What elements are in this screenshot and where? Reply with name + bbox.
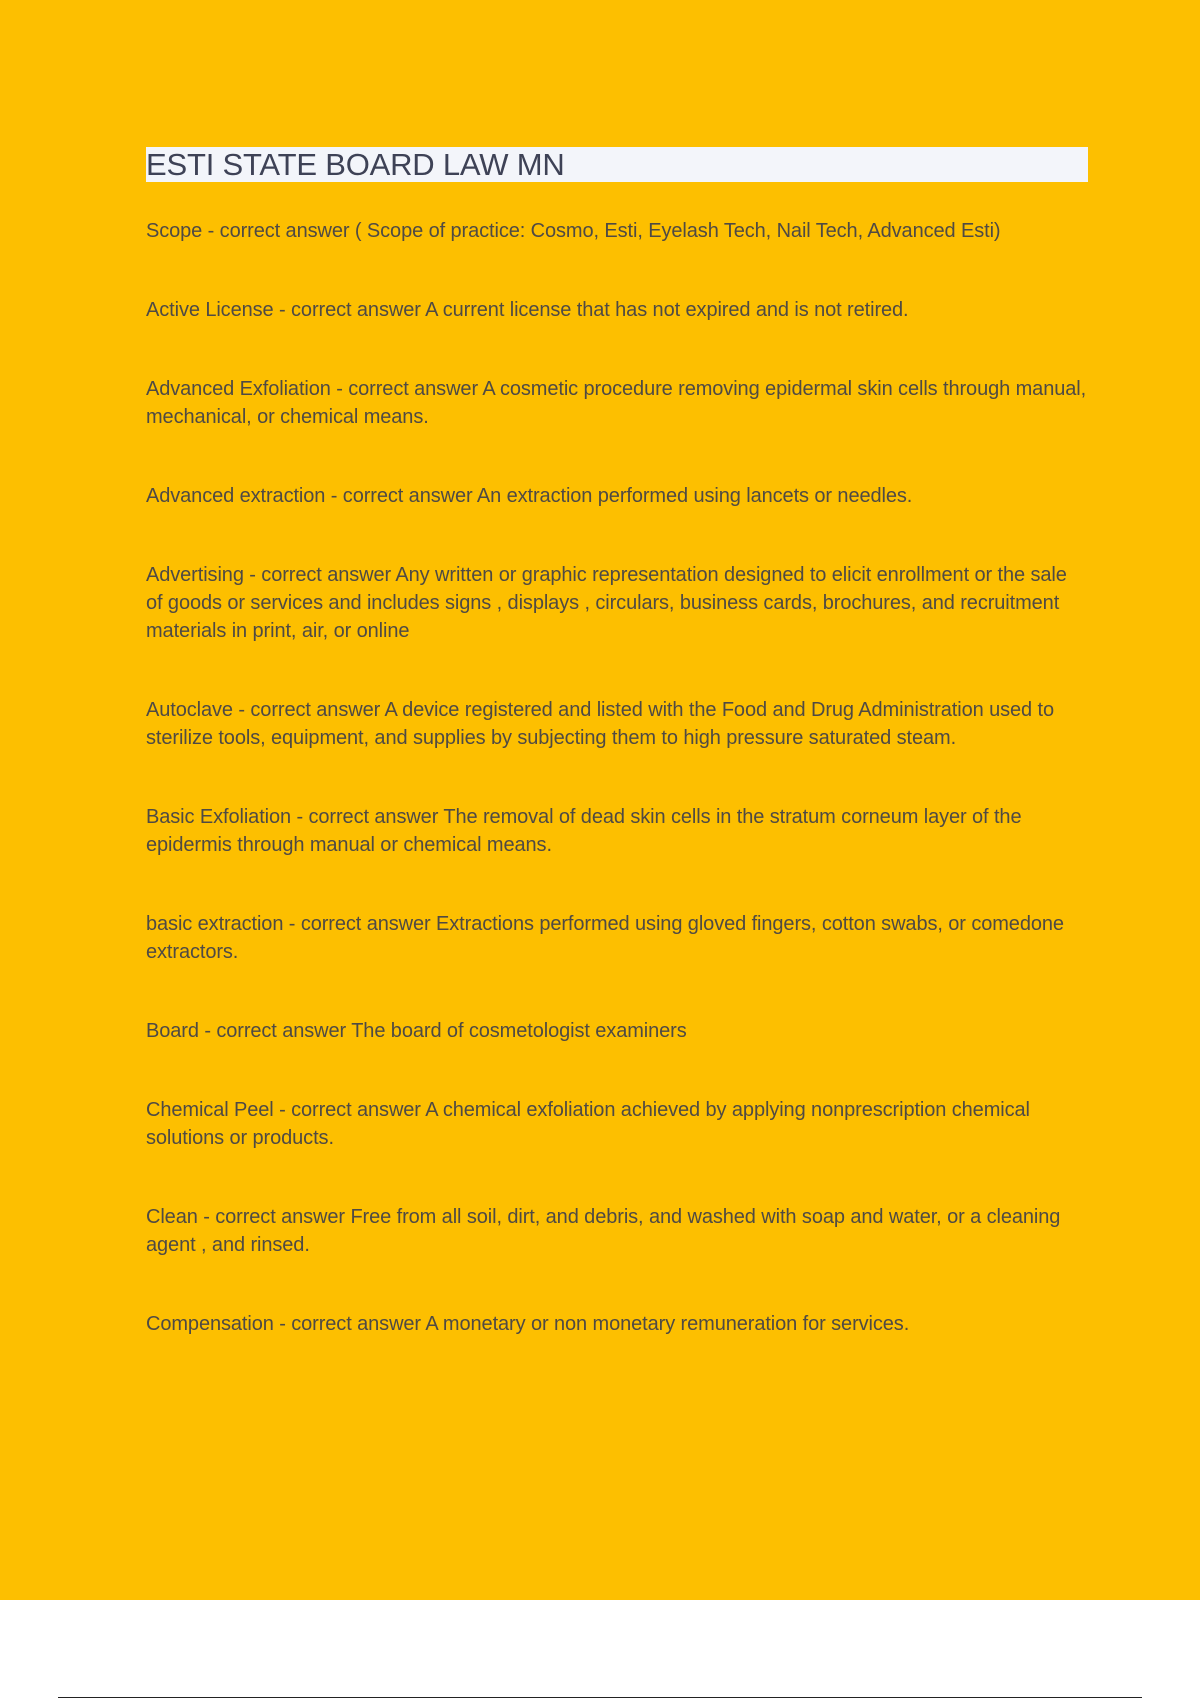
definition-entry: Board - correct answer The board of cosmetologist examiners bbox=[146, 1020, 687, 1042]
definition-entry: basic extraction - correct answer Extractions performed using gloved fingers, cotton swabs, or comedone extractors. bbox=[146, 913, 1064, 963]
definition-entry: Active License - correct answer A current license that has not expired and is not retired. bbox=[146, 299, 909, 321]
footer-divider bbox=[58, 1697, 1142, 1698]
definition-entry: Chemical Peel - correct answer A chemical exfoliation achieved by applying nonprescription chemical solutions or products. bbox=[146, 1099, 1030, 1149]
definition-entry: Advanced extraction - correct answer An extraction performed using lancets or needles. bbox=[146, 485, 913, 507]
document-body bbox=[146, 147, 1088, 1389]
definition-entry: Compensation - correct answer A monetary or non monetary remuneration for services. bbox=[146, 1313, 910, 1335]
definition-list bbox=[146, 217, 1088, 1338]
definition-entry: Autoclave - correct answer A device registered and listed with the Food and Drug Administration used to sterilize tools, equipment, and supplies by subjecting them to high pressure saturated steam. bbox=[146, 699, 1054, 749]
definition-entry: Basic Exfoliation - correct answer The removal of dead skin cells in the stratum corneum layer of the epidermis through manual or chemical means. bbox=[146, 806, 1022, 856]
definition-entry: Scope - correct answer ( Scope of practice: Cosmo, Esti, Eyelash Tech, Nail Tech, Advanced Esti) bbox=[146, 220, 1001, 242]
document-title: ESTI STATE BOARD LAW MN bbox=[146, 147, 1088, 182]
definition-entry: Clean - correct answer Free from all soil, dirt, and debris, and washed with soap and water, or a cleaning agent , and rinsed. bbox=[146, 1206, 1061, 1256]
definition-entry: Advanced Exfoliation - correct answer A cosmetic procedure removing epidermal skin cells through manual, mechanical, or chemical means. bbox=[146, 378, 1087, 428]
definition-entry: Advertising - correct answer Any written or graphic representation designed to elicit enrollment or the sale of goods or services and includes signs , displays , circulars, business cards, brochures, and recruitment materials in print, air, or online bbox=[146, 564, 1067, 642]
